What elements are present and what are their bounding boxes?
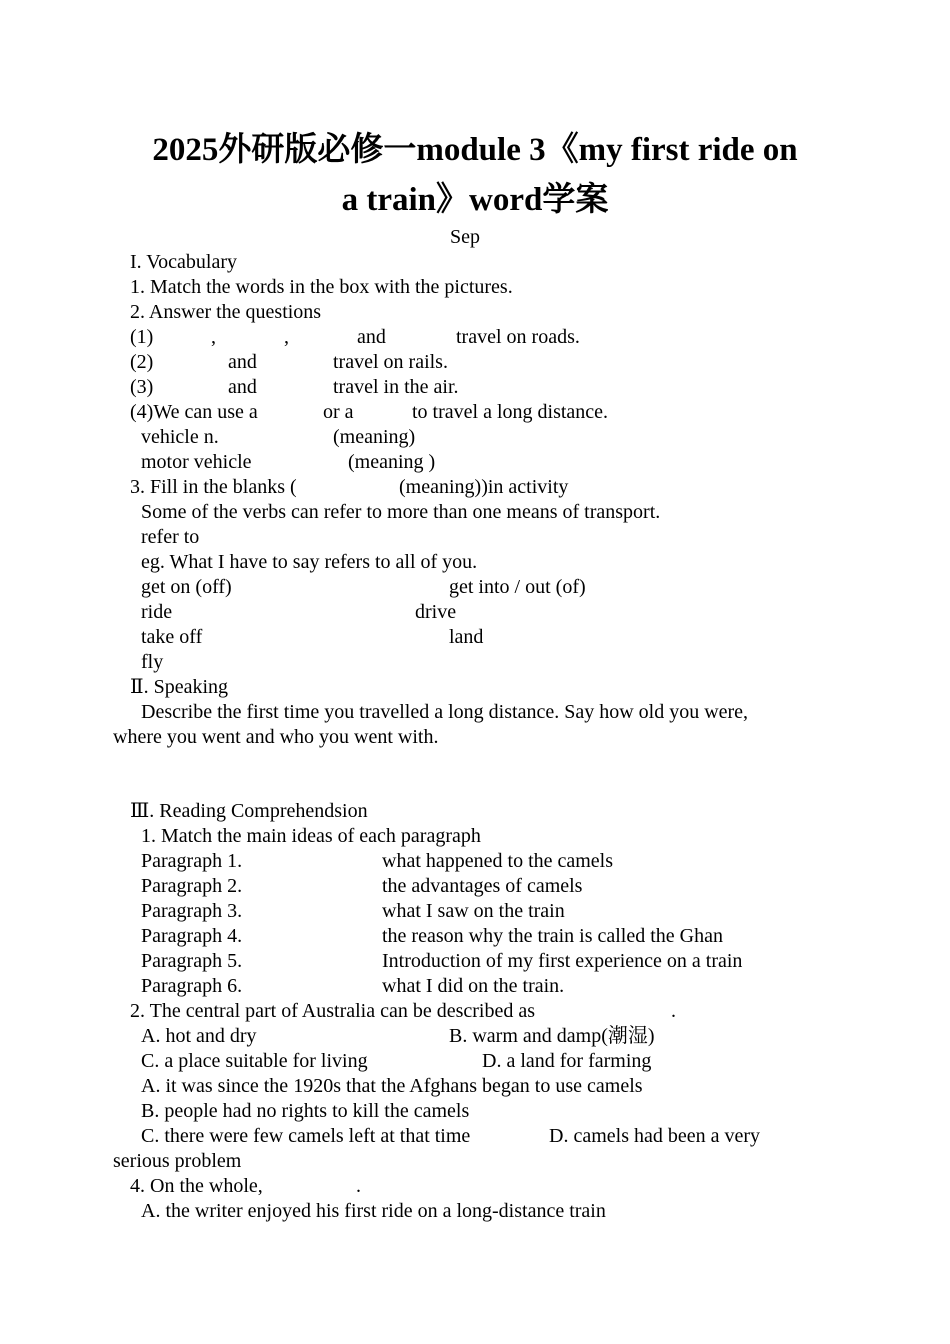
reading-q1: 1. Match the main ideas of each paragraph [141, 825, 481, 847]
vocab-q2: 2. Answer the questions [130, 301, 322, 323]
answer-3-rest: travel in the air. [333, 376, 459, 398]
answer-1-rest: travel on roads. [456, 326, 580, 348]
paragraph-label: Paragraph 6. [141, 975, 243, 997]
paragraph-label: Paragraph 4. [141, 925, 243, 947]
answer-1-comma: , [211, 326, 216, 348]
speaking-text-line-1: Describe the first time you travelled a long distance. Say how old you were, [141, 701, 749, 723]
answer-4-start: (4)We can use a [130, 401, 258, 423]
q2-option-b: B. warm and damp(潮湿) [449, 1025, 655, 1047]
verb-left: ride [141, 601, 173, 623]
vehicle-word: vehicle n. [141, 426, 219, 448]
answer-4-rest: to travel a long distance. [412, 401, 609, 423]
verb-right: land [449, 626, 484, 648]
answer-1-and: and [357, 326, 386, 348]
answer-2-num: (2) [130, 351, 154, 373]
answer-2-rest: travel on rails. [333, 351, 448, 373]
q3-option-a: A. it was since the 1920s that the Afghans began to use camels [141, 1075, 643, 1097]
paragraph-label: Paragraph 3. [141, 900, 243, 922]
section-1-heading: I. Vocabulary [130, 251, 238, 273]
q3-option-c: C. there were few camels left at that time [141, 1125, 471, 1147]
verb-right: get into / out (of) [449, 576, 586, 598]
motor-vehicle-word: motor vehicle [141, 451, 252, 473]
paragraph-idea: what happened to the camels [382, 850, 614, 872]
paragraph-label: Paragraph 2. [141, 875, 243, 897]
title-line-1: 2025外研版必修一module 3《my first ride on [152, 132, 798, 168]
vocab-q3-end: (meaning))in activity [399, 476, 569, 498]
paragraph-idea: the reason why the train is called the Ghan [382, 925, 723, 947]
q4-option-a: A. the writer enjoyed his first ride on a long-distance train [141, 1200, 606, 1222]
vocab-q3-start: 3. Fill in the blanks ( [130, 476, 297, 498]
title-line-2: a train》word学案 [341, 182, 609, 218]
verb-right: drive [415, 601, 457, 623]
vehicle-meaning: (meaning) [333, 426, 416, 448]
speaking-text-line-2: where you went and who you went with. [113, 726, 439, 748]
q3-option-d: D. camels had been a very [549, 1125, 761, 1147]
paragraph-idea: what I did on the train. [382, 975, 565, 997]
verb-left: take off [141, 626, 203, 648]
verbs-note: Some of the verbs can refer to more than one means of transport. [141, 501, 661, 523]
q3-option-d-continued: serious problem [113, 1150, 242, 1172]
reading-q2-end: . [671, 1000, 676, 1022]
q3-option-b: B. people had no rights to kill the camels [141, 1100, 470, 1122]
answer-2-and: and [228, 351, 257, 373]
subtitle: Sep [450, 226, 480, 248]
motor-vehicle-meaning: (meaning ) [348, 451, 436, 473]
answer-4-or: or a [323, 401, 354, 423]
reading-q2: 2. The central part of Australia can be described as [130, 1000, 536, 1022]
answer-1-num: (1) [130, 326, 154, 348]
answer-3-and: and [228, 376, 257, 398]
example-sentence: eg. What I have to say refers to all of you. [141, 551, 478, 573]
section-3-heading: Ⅲ. Reading Comprehendsion [130, 800, 368, 822]
paragraph-idea: Introduction of my first experience on a train [382, 950, 743, 972]
section-2-heading: Ⅱ. Speaking [130, 676, 229, 698]
reading-q4-end: . [356, 1175, 361, 1197]
q2-option-c: C. a place suitable for living [141, 1050, 368, 1072]
answer-3-num: (3) [130, 376, 154, 398]
paragraph-idea: the advantages of camels [382, 875, 583, 897]
reading-q4: 4. On the whole, [130, 1175, 263, 1197]
paragraph-label: Paragraph 1. [141, 850, 243, 872]
verb-left: fly [141, 651, 164, 673]
refer-to: refer to [141, 526, 200, 548]
answer-1-comma: , [284, 326, 289, 348]
vocab-q1: 1. Match the words in the box with the pictures. [130, 276, 513, 298]
verb-left: get on (off) [141, 576, 232, 598]
q2-option-d: D. a land for farming [482, 1050, 652, 1072]
q2-option-a: A. hot and dry [141, 1025, 257, 1047]
paragraph-label: Paragraph 5. [141, 950, 243, 972]
paragraph-idea: what I saw on the train [382, 900, 565, 922]
